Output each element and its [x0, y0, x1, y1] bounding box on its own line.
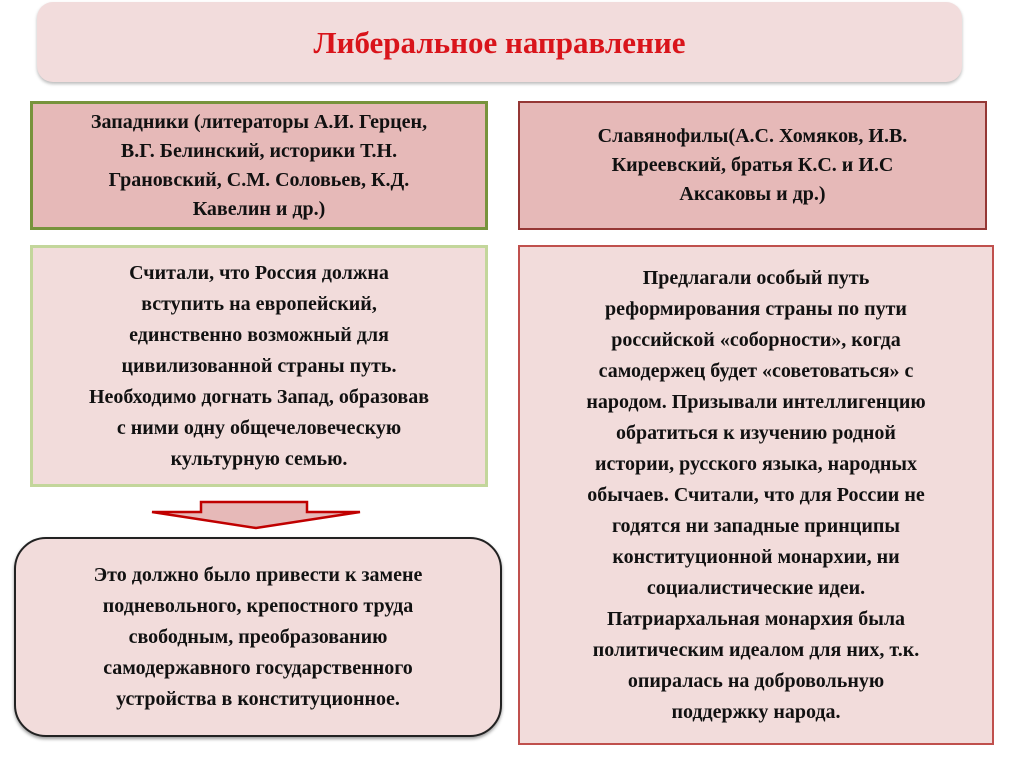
down-arrow-icon [150, 500, 362, 530]
westerners-body: Считали, что Россия должна вступить на европейский, единственно возможный для цивилизованной страны путь. Необходимо догнать Запад, образовав с ними одну общечеловеческую культурную семью. [88, 261, 430, 470]
westerners-result: Это должно было привести к замене подневольного, крепостного труда свободным, преобразованию самодержавного государственного устройства в конституционное. [93, 563, 423, 710]
westerners-heading: Западники (литераторы А.И. Герцен, В.Г. Белинский, историки Т.Н. Грановский, С.М. Соловьев, К.Д. Кавелин и др.) [90, 110, 428, 220]
title-text: Либеральное направление [313, 24, 686, 60]
slavophiles-body-box [518, 245, 994, 745]
slavophiles-heading: Славянофилы(А.С. Хомяков, И.В. Киреевский, братья К.С. и И.С Аксаковы и др.) [597, 125, 908, 205]
westerners-heading-box [30, 101, 488, 230]
westerners-body-box [30, 245, 488, 487]
slavophiles-heading-box [518, 101, 987, 230]
westerners-result-box [14, 537, 502, 737]
slide-title [37, 2, 962, 82]
slavophiles-body: Предлагали особый путь реформирования страны по пути российской «соборности», когда самодержец будет «советоваться» с народом. Призывали интеллигенцию обратиться к изучению родной истории, русского языка, народных обычаев. Считали, что для России не годятся ни западные принципы конституционной монархии, ни социалистические идеи. Патриархальная монархия была политическим идеалом для них, т.к. опиралась на добровольную поддержку народа. [586, 266, 926, 723]
